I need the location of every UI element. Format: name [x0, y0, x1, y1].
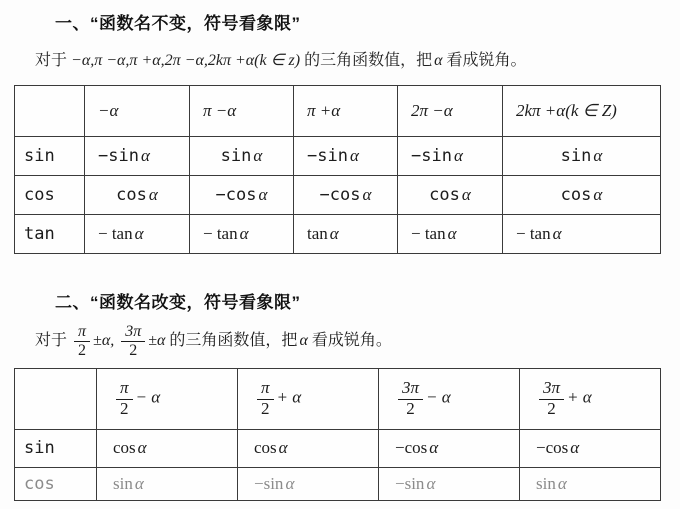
alpha-symbol: α	[134, 224, 144, 243]
value-cell: tan α	[294, 215, 398, 254]
section2-title: 二、“函数名改变，符号看象限”	[55, 293, 301, 312]
alpha-symbol: α	[148, 185, 158, 204]
induction-formula-table-2	[14, 368, 661, 501]
value-cell: −cos α	[190, 176, 294, 215]
alpha-symbol: α	[285, 473, 295, 493]
value-cell: cos α	[85, 176, 190, 215]
alpha-symbol: α	[239, 224, 249, 243]
value-cell: sin α	[190, 137, 294, 176]
induction-formula-table-1	[14, 85, 661, 254]
intro1-suffix: 看成锐角。	[446, 52, 527, 69]
alpha-symbol: α	[426, 473, 436, 493]
table2-header-pi2-plus-alpha: $\frac{\pi}{2}$ + α	[238, 368, 379, 429]
alpha-symbol: α	[253, 146, 263, 165]
intro2-pm1: ±α,	[93, 331, 115, 349]
table1-header-neg-alpha: −α	[85, 86, 190, 137]
table1-header-2kpi-plus-alpha: 2kπ +α(k ∈ Z)	[503, 86, 661, 137]
table2-header-3pi2-plus-alpha: $\frac{3\pi}{2}$ + α	[520, 368, 661, 429]
value-cell: −cos α	[379, 429, 520, 467]
alpha-symbol: α	[557, 473, 567, 493]
fraction-pi-over-2: $\frac{\pi}{2}$	[74, 323, 90, 360]
alpha-symbol: α	[329, 224, 339, 243]
table1-header-pi-plus-alpha: π +α	[294, 86, 398, 137]
table1-tan-row	[15, 215, 661, 254]
alpha-symbol: α	[593, 185, 603, 204]
alpha-symbol: α	[453, 146, 463, 165]
alpha-symbol: α	[258, 185, 268, 204]
value-cell: sin α	[520, 467, 661, 500]
table1-header-2pi-minus-alpha: 2π −α	[398, 86, 503, 137]
section1-intro	[35, 47, 680, 70]
value-cell: − tan α	[503, 215, 661, 254]
table2-header-3pi2-minus-alpha: $\frac{3\pi}{2}$ − α	[379, 368, 520, 429]
value-cell: −sin α	[85, 137, 190, 176]
intro1-mid: 的三角函数值，把	[304, 52, 433, 69]
fraction-3pi-over-2: $\frac{3\pi}{2}$	[121, 323, 145, 360]
table2-sin-row	[15, 429, 661, 467]
value-cell: −cos α	[294, 176, 398, 215]
alpha-symbol: α	[593, 146, 603, 165]
value-cell: − tan α	[85, 215, 190, 254]
alpha-symbol: α	[137, 438, 147, 458]
alpha-symbol: α	[362, 185, 372, 204]
table1-sin-row	[15, 137, 661, 176]
table2-corner-cell	[15, 368, 97, 429]
alpha-symbol: α	[134, 473, 144, 493]
alpha-symbol: α	[434, 52, 443, 69]
intro2-pm2: ±α	[148, 331, 166, 349]
value-cell: sin α	[97, 467, 238, 500]
alpha-symbol: α	[278, 438, 288, 458]
fraction-pi-over-2: $\frac{\pi}{2}$	[257, 379, 274, 418]
value-cell: cos α	[97, 429, 238, 467]
document-page	[0, 9, 680, 501]
value-cell: sin α	[503, 137, 661, 176]
fraction-pi-over-2: $\frac{\pi}{2}$	[116, 379, 133, 418]
fraction-3pi-over-2: $\frac{3\pi}{2}$	[539, 379, 564, 418]
row-label-cos: cos	[15, 176, 85, 215]
row-label-sin: sin	[15, 429, 97, 467]
intro2-mid: 的三角函数值，把	[169, 331, 298, 349]
alpha-symbol: α	[299, 331, 308, 349]
value-cell: −sin α	[294, 137, 398, 176]
value-cell: cos α	[398, 176, 503, 215]
table1-corner-cell	[15, 86, 85, 137]
table2-header-pi2-minus-alpha: $\frac{\pi}{2}$ − α	[97, 368, 238, 429]
value-cell: − tan α	[190, 215, 294, 254]
value-cell: cos α	[238, 429, 379, 467]
value-cell: −cos α	[520, 429, 661, 467]
fraction-3pi-over-2: $\frac{3\pi}{2}$	[398, 379, 423, 418]
intro2-prefix: 对于	[35, 331, 68, 349]
section2-intro	[35, 323, 680, 360]
table1-cos-row	[15, 176, 661, 215]
row-label-cos: cos	[15, 467, 97, 500]
value-cell: −sin α	[238, 467, 379, 500]
value-cell: cos α	[503, 176, 661, 215]
row-label-tan: tan	[15, 215, 85, 254]
intro1-math-expression: −α,π −α,π +α,2π −α,2kπ +α(k ∈ z)	[71, 52, 301, 69]
alpha-symbol: α	[429, 438, 439, 458]
alpha-symbol: α	[349, 146, 359, 165]
value-cell: −sin α	[398, 137, 503, 176]
row-label-sin: sin	[15, 137, 85, 176]
table1-header-row	[15, 86, 661, 137]
intro2-suffix: 看成锐角。	[311, 331, 392, 349]
alpha-symbol: α	[552, 224, 562, 243]
table2-header-row	[15, 368, 661, 429]
value-cell: −sin α	[379, 467, 520, 500]
table2-cos-row	[15, 467, 661, 500]
alpha-symbol: α	[461, 185, 471, 204]
alpha-symbol: α	[570, 438, 580, 458]
alpha-symbol: α	[447, 224, 457, 243]
section1-title: 一、“函数名不变，符号看象限”	[55, 14, 301, 33]
intro1-prefix: 对于	[35, 52, 68, 69]
value-cell: − tan α	[398, 215, 503, 254]
table1-header-pi-minus-alpha: π −α	[190, 86, 294, 137]
alpha-symbol: α	[140, 146, 150, 165]
